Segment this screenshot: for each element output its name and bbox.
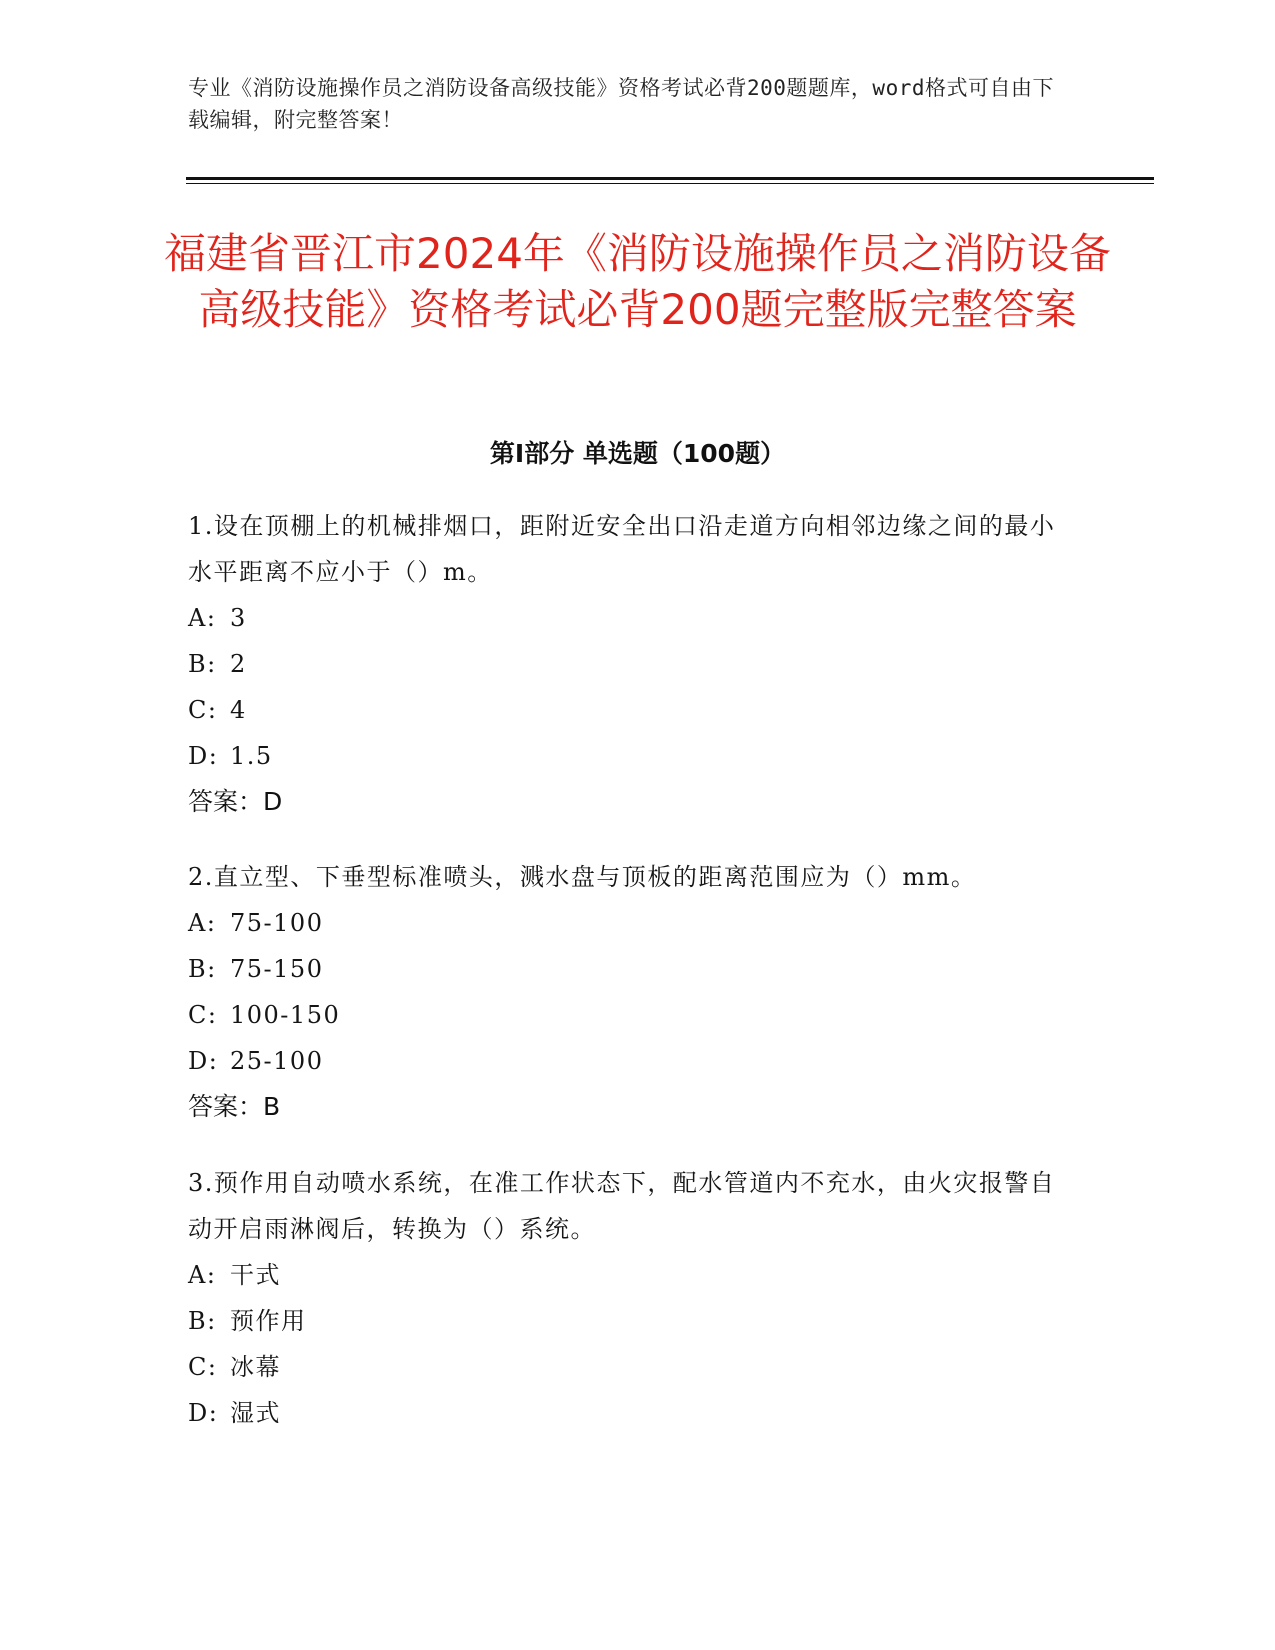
option-c [188, 687, 1068, 733]
option-a [188, 595, 1068, 641]
option-text: 湿式 [230, 1399, 281, 1427]
option-text: 100-150 [230, 1001, 341, 1029]
option-letter: D: [188, 1047, 219, 1075]
option-letter: A: [188, 909, 217, 937]
option-letter: C: [188, 1001, 218, 1029]
option-text: 1.5 [230, 742, 273, 770]
option-letter: B: [188, 955, 217, 983]
option-letter: B: [188, 650, 217, 678]
header-rule-thin [186, 183, 1154, 184]
option-a [188, 900, 1068, 946]
option-d [188, 733, 1068, 779]
question-stem: 3.预作用自动喷水系统，在准工作状态下，配水管道内不充水，由火灾报警自动开启雨淋阀后，转换为（）系统。 [188, 1169, 1056, 1243]
option-text: 冰幕 [230, 1353, 281, 1381]
option-b [188, 1298, 1068, 1344]
question-3 [188, 1160, 1068, 1436]
header-note: 专业《消防设施操作员之消防设备高级技能》资格考试必背200题题库，word格式可自由下载编辑，附完整答案！ [188, 76, 1054, 132]
document-title: 福建省晋江市2024年《消防设施操作员之消防设备高级技能》资格考试必背200题完整版完整答案 [164, 229, 1111, 334]
option-text: 干式 [230, 1261, 281, 1289]
question-stem: 2.直立型、下垂型标准喷头，溅水盘与顶板的距离范围应为（）mm。 [188, 863, 977, 891]
option-text: 75-150 [230, 955, 324, 983]
question-1 [188, 503, 1068, 825]
section-title: 第I部分 单选题（100题） [489, 439, 786, 468]
answer: 答案：B [188, 1092, 281, 1121]
option-c [188, 992, 1068, 1038]
option-text: 3 [230, 604, 247, 632]
option-letter: C: [188, 696, 218, 724]
question-stem: 1.设在顶棚上的机械排烟口，距附近安全出口沿走道方向相邻边缘之间的最小水平距离不应小于（）m。 [188, 512, 1056, 586]
answer: 答案：D [188, 787, 283, 816]
option-text: 2 [230, 650, 247, 678]
option-text: 75-100 [230, 909, 324, 937]
option-letter: A: [188, 604, 217, 632]
option-c [188, 1344, 1068, 1390]
option-letter: C: [188, 1353, 218, 1381]
option-text: 25-100 [230, 1047, 324, 1075]
option-text: 4 [230, 696, 247, 724]
option-letter: B: [188, 1307, 217, 1335]
option-letter: D: [188, 1399, 219, 1427]
option-d [188, 1038, 1068, 1084]
option-letter: A: [188, 1261, 217, 1289]
option-text: 预作用 [230, 1307, 307, 1335]
option-b [188, 641, 1068, 687]
option-d [188, 1390, 1068, 1436]
option-letter: D: [188, 742, 219, 770]
option-a [188, 1252, 1068, 1298]
option-b [188, 946, 1068, 992]
question-2 [188, 854, 1068, 1130]
header-rule-thick [186, 177, 1154, 180]
